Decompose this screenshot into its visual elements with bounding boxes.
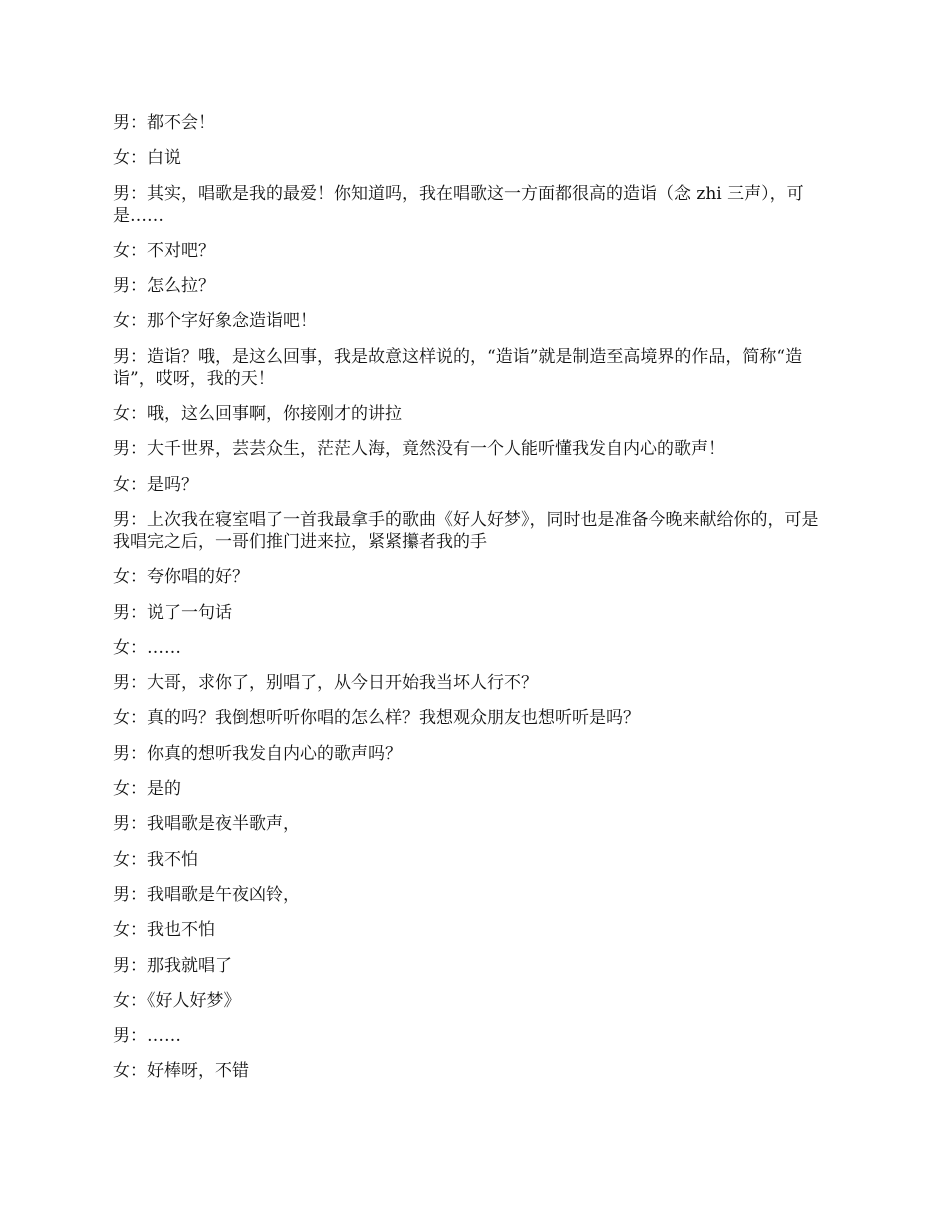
dialogue-line: 男：我唱歌是夜半歌声， — [113, 814, 300, 835]
dialogue-line: 男：都不会！ — [113, 113, 215, 133]
dialogue-line: 女：那个字好象念造诣吧！ — [113, 311, 317, 332]
dialogue-line: 男：造诣？哦，是这么回事，我是故意这样说的，“造诣”就是制造至高境界的作品，简称“造诣”，哎呀，我的天！ — [113, 346, 803, 389]
dialogue-line: 女：真的吗？我倒想听听你唱的怎么样？我想观众朋友也想听听是吗？ — [113, 708, 640, 729]
dialogue-line: 男：那我就唱了 — [113, 955, 232, 976]
dialogue-line: 男：…… — [113, 1026, 181, 1047]
dialogue-line: 男：说了一句话 — [113, 602, 232, 623]
dialogue-line: 男：大千世界，芸芸众生，茫茫人海，竟然没有一个人能听懂我发自内心的歌声！ — [113, 439, 725, 460]
dialogue-line: 男：大哥，求你了，别唱了，从今日开始我当坏人行不？ — [113, 673, 538, 694]
dialogue-line: 女：《好人好梦》 — [113, 990, 241, 1011]
dialogue-line: 女：我也不怕 — [113, 920, 215, 941]
dialogue-line: 女：…… — [113, 637, 181, 658]
document-page — [113, 112, 825, 1096]
dialogue-line: 男：上次我在寝室唱了一首我最拿手的歌曲《好人好梦》，同时也是准备今晚来献给你的，可是我唱完之后，一哥们推门进来拉，紧紧攥者我的手 — [113, 509, 819, 552]
dialogue-line: 男：怎么拉？ — [113, 276, 215, 297]
dialogue-line: 女：我不怕 — [113, 849, 198, 870]
dialogue-line: 女：不对吧？ — [113, 240, 215, 261]
dialogue-line: 女：好棒呀，不错 — [113, 1061, 249, 1082]
dialogue-line: 女：是吗？ — [113, 474, 198, 495]
dialogue-line: 女：哦，这么回事啊，你接刚才的讲拉 — [113, 404, 402, 425]
dialogue-line: 男：你真的想听我发自内心的歌声吗？ — [113, 743, 402, 764]
dialogue-line: 男：我唱歌是午夜凶铃， — [113, 884, 300, 905]
dialogue-line: 女：是的 — [113, 779, 181, 800]
dialogue-line: 女：夸你唱的好？ — [113, 567, 249, 588]
dialogue-line: 男：其实，唱歌是我的最爱！你知道吗，我在唱歌这一方面都很高的造诣（念 zhi 三声），可是…… — [113, 183, 804, 226]
dialogue-line: 女：白说 — [113, 148, 181, 169]
